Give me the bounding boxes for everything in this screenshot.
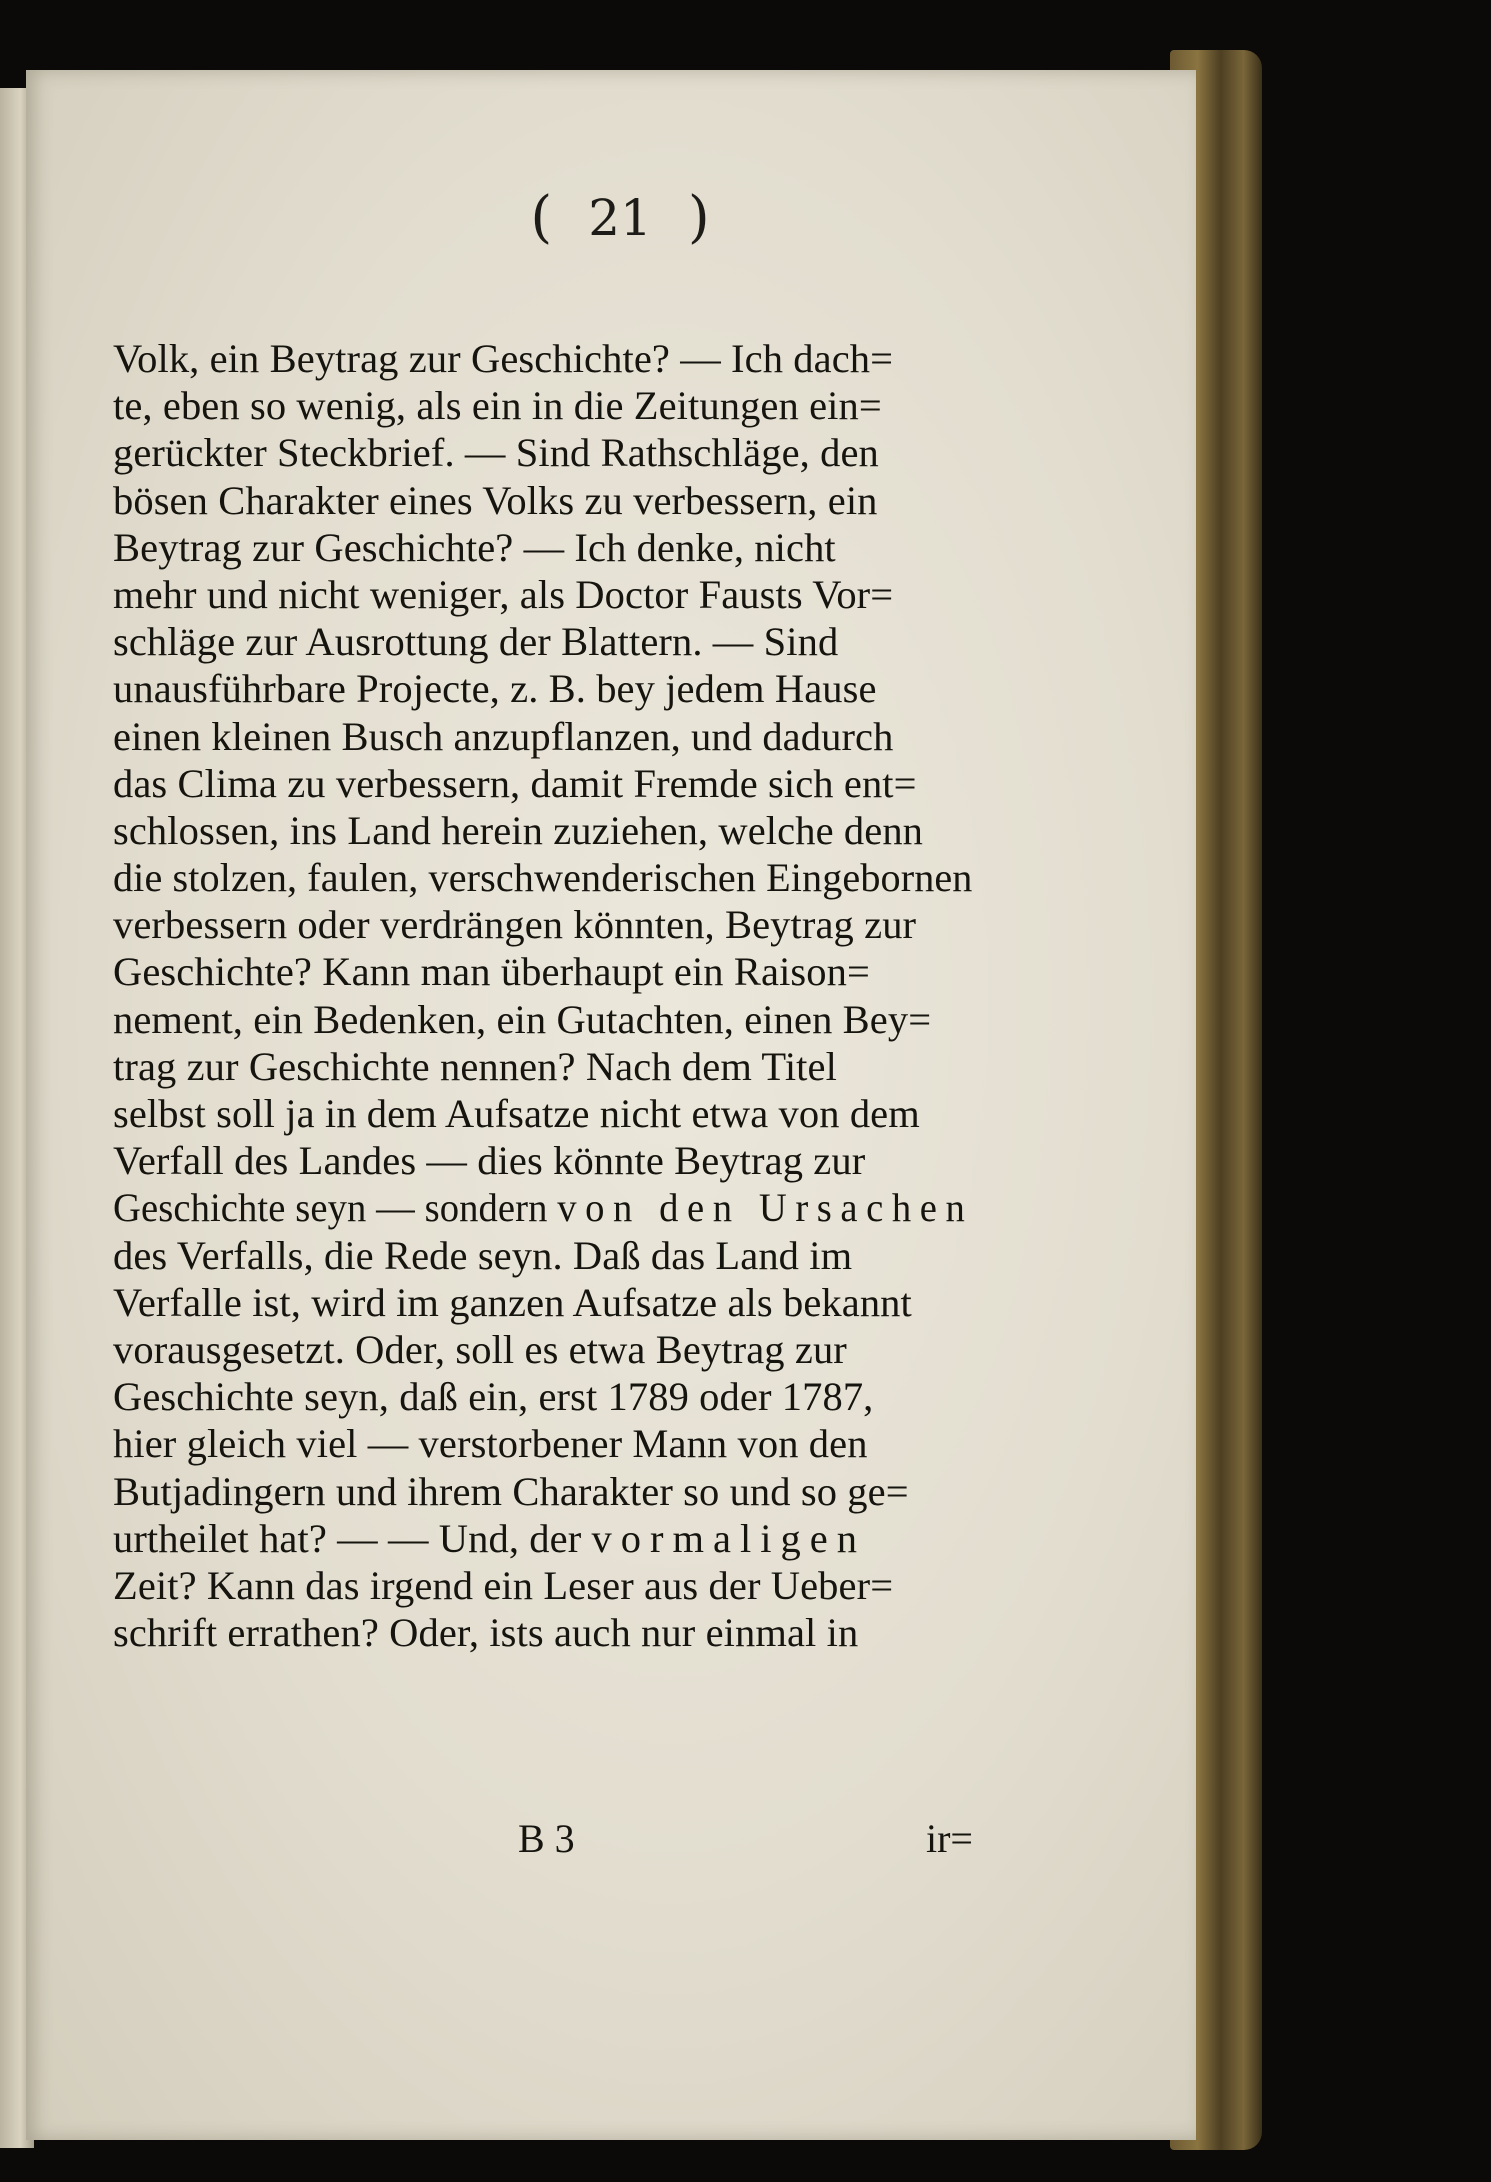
catchword: ir= <box>926 1816 973 1861</box>
text-line: Beytrag zur Geschichte? — Ich denke, nicht <box>113 524 836 570</box>
text-line: das Clima zu verbessern, damit Fremde sich ent= <box>113 760 917 806</box>
text-line: trag zur Geschichte nennen? Nach dem Titel <box>113 1043 837 1089</box>
text-line: te, eben so wenig, als ein in die Zeitungen ein= <box>113 383 882 429</box>
right-paren: ) <box>687 185 710 250</box>
page-footer <box>113 1815 973 1865</box>
text-line: verbessern oder verdrängen könnten, Beytrag zur <box>113 902 917 948</box>
signature-mark: B 3 <box>518 1816 575 1861</box>
text-line: hier gleich viel — verstorbener Mann von den <box>113 1421 868 1467</box>
text-line: schlossen, ins Land herein zuziehen, welche denn <box>113 807 924 853</box>
text-line: die stolzen, faulen, verschwenderischen Eingebornen <box>113 855 973 901</box>
emphasized-text: von den Ursachen <box>557 1185 974 1231</box>
text-line: Geschichte? Kann man überhaupt ein Raison= <box>113 949 870 995</box>
text-segment: Geschichte seyn — sondern <box>113 1185 558 1231</box>
text-line: des Verfalls, die Rede seyn. Daß das Land im <box>113 1232 853 1278</box>
text-line: mehr und nicht weniger, als Doctor Fausts Vor= <box>113 571 894 617</box>
text-line: nement, ein Bedenken, ein Gutachten, einen Bey= <box>113 996 932 1042</box>
page-header <box>470 185 770 250</box>
text-line: Butjadingern und ihrem Charakter so und so ge= <box>113 1468 909 1514</box>
left-paren: ( <box>530 185 553 250</box>
text-line: unausführbare Projecte, z. B. bey jedem Hause <box>113 666 877 712</box>
text-line: einen kleinen Busch anzupflanzen, und dadurch <box>113 713 894 759</box>
text-line <box>113 1515 973 1562</box>
text-segment: urtheilet hat? — — Und, der <box>113 1515 582 1561</box>
text-line: vorausgesetzt. Oder, soll es etwa Beytrag zur <box>113 1326 847 1372</box>
body-text <box>113 335 973 1656</box>
text-line: schrift errathen? Oder, ists auch nur einmal in <box>113 1610 859 1656</box>
text-line: selbst soll ja in dem Aufsatze nicht etwa von dem <box>113 1091 920 1136</box>
text-line: Volk, ein Beytrag zur Geschichte? — Ich dach= <box>113 336 894 381</box>
page-number: 21 <box>588 188 652 247</box>
text-line: Geschichte seyn, daß ein, erst 1789 oder 1787, <box>113 1374 874 1420</box>
text-line: Verfalle ist, wird im ganzen Aufsatze als bekannt <box>113 1279 912 1325</box>
text-line: bösen Charakter eines Volks zu verbessern, ein <box>113 477 878 523</box>
text-line <box>113 1184 974 1231</box>
text-line: gerückter Steckbrief. — Sind Rathschläge, den <box>113 430 879 476</box>
emphasized-text: vormaligen <box>591 1515 866 1561</box>
text-line: schläge zur Ausrottung der Blattern. — Sind <box>113 619 839 665</box>
text-line: Zeit? Kann das irgend ein Leser aus der Ueber= <box>113 1562 894 1608</box>
text-line: Verfall des Landes — dies könnte Beytrag zur <box>113 1138 866 1184</box>
